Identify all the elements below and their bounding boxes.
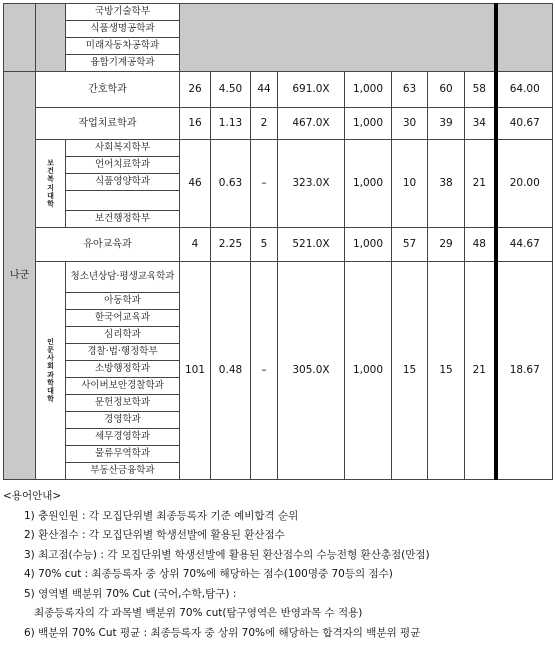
college-label-char: 학 — [47, 199, 54, 208]
dept-cell: 융합기계공학과 — [66, 55, 180, 72]
table-row — [4, 72, 553, 108]
cell-c7: 38 — [428, 140, 465, 228]
cell-c3: – — [251, 262, 278, 480]
blank-stat-cells — [180, 4, 496, 72]
cell-c9: 44.67 — [496, 228, 553, 262]
cell-c4: 521.0X — [278, 228, 345, 262]
cell-c9: 18.67 — [496, 262, 553, 480]
college-label-humanities — [36, 262, 66, 480]
table-row — [4, 140, 553, 157]
dept-cell: 아동학과 — [66, 293, 180, 310]
terms-guide — [3, 487, 553, 643]
cell-c5: 1,000 — [345, 140, 392, 228]
college-label-char: 대 — [47, 191, 54, 200]
dept-cell: 언어치료학과 — [66, 157, 180, 174]
dept-cell: 국방기술학부 — [66, 4, 180, 21]
dept-cell: 문헌정보학과 — [66, 395, 180, 412]
cell-c3: – — [251, 140, 278, 228]
dept-cell: 식품생명공학과 — [66, 21, 180, 38]
terms-item: 2) 환산점수 : 각 모집단위별 학생선발에 활용된 환산점수 — [24, 529, 285, 541]
group-label: 나군 — [4, 72, 36, 480]
terms-item: 1) 충원인원 : 각 모집단위별 최종등록자 기준 예비합격 순위 — [24, 509, 299, 522]
table-row — [4, 4, 553, 21]
cell-c3: 44 — [251, 72, 278, 108]
college-label-char: 사 — [47, 354, 54, 363]
terms-item: 3) 최고점(수능) : 각 모집단위별 학생선발에 활용된 환산점수의 수능전형 환산총점(만점) — [24, 548, 430, 561]
admission-results-table — [3, 3, 553, 480]
college-label-char: 보 — [47, 159, 54, 168]
blank-avg-cell — [496, 4, 553, 72]
cell-c7: 39 — [428, 108, 465, 140]
cell-c6: 10 — [392, 140, 428, 228]
dept-cell: 유아교육과 — [36, 228, 180, 262]
college-label-char: 건 — [47, 167, 54, 176]
cell-c1: 26 — [180, 72, 211, 108]
college-label-health — [36, 140, 66, 228]
college-label-char: 지 — [47, 183, 54, 192]
cell-c8: 21 — [465, 140, 496, 228]
college-label-char: 학 — [47, 378, 54, 387]
cell-c5: 1,000 — [345, 72, 392, 108]
dept-cell: 소방행정학과 — [66, 361, 180, 378]
cell-c8: 58 — [465, 72, 496, 108]
cell-c9: 40.67 — [496, 108, 553, 140]
cell-c7: 29 — [428, 228, 465, 262]
dept-cell: 식품영양학과 — [66, 174, 180, 191]
cell-c6: 30 — [392, 108, 428, 140]
dept-cell-empty — [66, 191, 180, 211]
cell-c3: 2 — [251, 108, 278, 140]
cell-c8: 21 — [465, 262, 496, 480]
cell-c1: 101 — [180, 262, 211, 480]
cell-c4: 323.0X — [278, 140, 345, 228]
cell-c8: 48 — [465, 228, 496, 262]
cell-c9: 20.00 — [496, 140, 553, 228]
cell-c5: 1,000 — [345, 228, 392, 262]
college-label-char: 회 — [47, 362, 54, 371]
dept-cell: 청소년상담·평생교육학과 — [66, 262, 180, 293]
terms-item: 6) 백분위 70% Cut 평균 : 최종등록자 중 상위 70%에 해당하는 합격자의 백분위 평균 — [24, 626, 421, 639]
college-label-char: 대 — [47, 386, 54, 395]
cell-c4: 305.0X — [278, 262, 345, 480]
cell-c4: 467.0X — [278, 108, 345, 140]
dept-cell: 경찰·법·행정학부 — [66, 344, 180, 361]
college-label-char: 문 — [47, 346, 54, 355]
cell-c1: 4 — [180, 228, 211, 262]
cell-c2: 1.13 — [211, 108, 251, 140]
cell-c1: 46 — [180, 140, 211, 228]
cell-c6: 57 — [392, 228, 428, 262]
dept-cell: 사이버보안경찰학과 — [66, 378, 180, 395]
cell-c6: 63 — [392, 72, 428, 108]
terms-item: 4) 70% cut : 최종등록자 중 상위 70%에 해당하는 점수(100명중 70등의 점수) — [24, 568, 393, 580]
dept-cell: 작업치료학과 — [36, 108, 180, 140]
college-cell-blank — [36, 4, 66, 72]
cell-c5: 1,000 — [345, 262, 392, 480]
table-row — [4, 228, 553, 262]
dept-cell: 사회복지학부 — [66, 140, 180, 157]
cell-c4: 691.0X — [278, 72, 345, 108]
table-row — [4, 108, 553, 140]
dept-cell: 세무경영학과 — [66, 429, 180, 446]
cell-c8: 34 — [465, 108, 496, 140]
dept-cell: 한국어교육과 — [66, 310, 180, 327]
dept-cell: 간호학과 — [36, 72, 180, 108]
cell-c5: 1,000 — [345, 108, 392, 140]
dept-cell: 보건행정학부 — [66, 211, 180, 228]
terms-item: 최종등록자의 각 과목별 백분위 70% cut(탐구영역은 반영과목 수 적용) — [34, 607, 363, 619]
table-row — [4, 262, 553, 293]
terms-item: 5) 영역별 백분위 70% Cut (국어,수학,탐구) : — [24, 587, 237, 600]
dept-cell: 미래자동차공학과 — [66, 38, 180, 55]
dept-cell: 물류무역학과 — [66, 446, 180, 463]
cell-c2: 4.50 — [211, 72, 251, 108]
terms-guide-title: <용어안내> — [3, 490, 62, 502]
college-label-char: 학 — [47, 394, 54, 403]
group-cell-blank — [4, 4, 36, 72]
dept-cell: 경영학과 — [66, 412, 180, 429]
cell-c7: 15 — [428, 262, 465, 480]
college-label-char: 과 — [47, 370, 54, 379]
cell-c2: 0.63 — [211, 140, 251, 228]
cell-c2: 2.25 — [211, 228, 251, 262]
cell-c7: 60 — [428, 72, 465, 108]
cell-c3: 5 — [251, 228, 278, 262]
dept-cell: 부동산금융학과 — [66, 463, 180, 480]
college-label-char: 인 — [47, 338, 54, 347]
cell-c9: 64.00 — [496, 72, 553, 108]
cell-c2: 0.48 — [211, 262, 251, 480]
college-label-char: 복 — [47, 175, 54, 184]
cell-c1: 16 — [180, 108, 211, 140]
cell-c6: 15 — [392, 262, 428, 480]
dept-cell: 심리학과 — [66, 327, 180, 344]
